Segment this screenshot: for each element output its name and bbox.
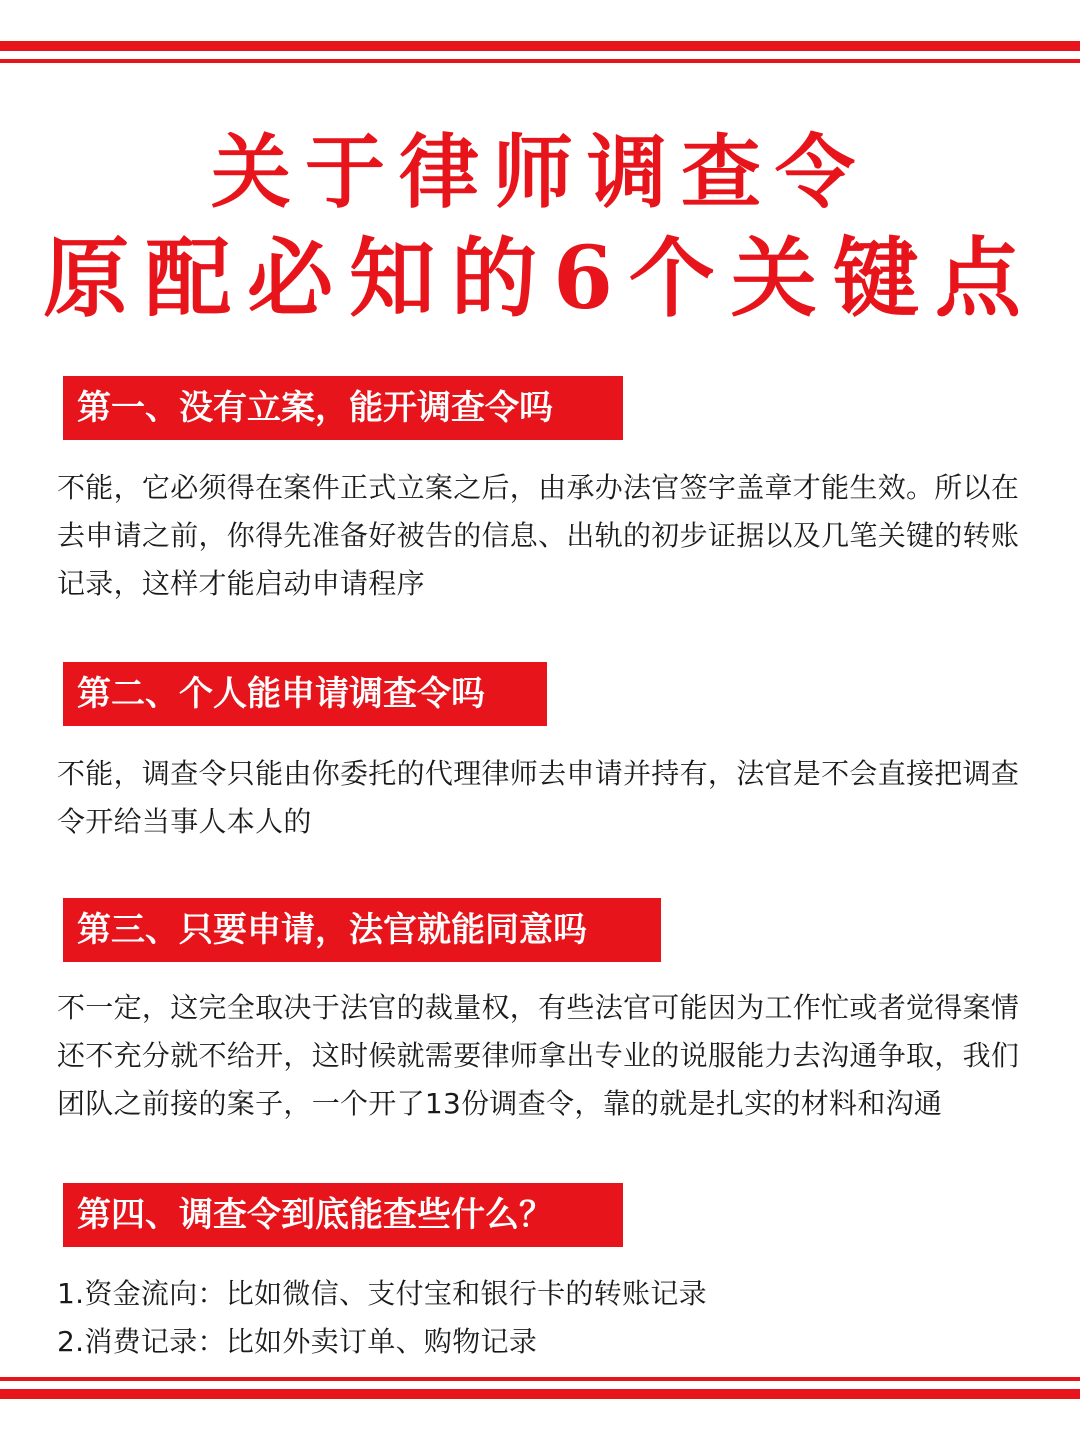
list-item: 1.资金流向：比如微信、支付宝和银行卡的转账记录 xyxy=(57,1277,707,1310)
list-item: 2.消费记录：比如外卖订单、购物记录 xyxy=(57,1325,538,1358)
section-4-list xyxy=(57,1270,1037,1366)
section-1-heading: 第一、没有立案，能开调查令吗 xyxy=(63,376,623,440)
page-title-line-2: 原配必知的6个关键点 xyxy=(43,228,1037,329)
section-3-heading: 第三、只要申请，法官就能同意吗 xyxy=(63,898,661,962)
bottom-border-thick xyxy=(0,1389,1080,1399)
bottom-border-thin xyxy=(0,1377,1080,1381)
section-1-body: 不能，它必须得在案件正式立案之后，由承办法官签字盖章才能生效。所以在去申请之前，你得先准备好被告的信息、出轨的初步证据以及几笔关键的转账记录，这样才能启动申请程序 xyxy=(57,471,1020,600)
section-2-body: 不能，调查令只能由你委托的代理律师去申请并持有，法官是不会直接把调查令开给当事人本人的 xyxy=(57,757,1020,838)
section-2-heading: 第二、个人能申请调查令吗 xyxy=(63,662,547,726)
top-border-thin xyxy=(0,59,1080,63)
section-3-body: 不一定，这完全取决于法官的裁量权，有些法官可能因为工作忙或者觉得案情还不充分就不给开，这时候就需要律师拿出专业的说服能力去沟通争取，我们团队之前接的案子，一个开了13份调查令，靠的就是扎实的材料和沟通 xyxy=(57,991,1020,1120)
page-title-line-1: 关于律师调查令 xyxy=(211,125,869,219)
section-4-heading: 第四、调查令到底能查些什么？ xyxy=(63,1183,623,1247)
top-border-thick xyxy=(0,41,1080,51)
